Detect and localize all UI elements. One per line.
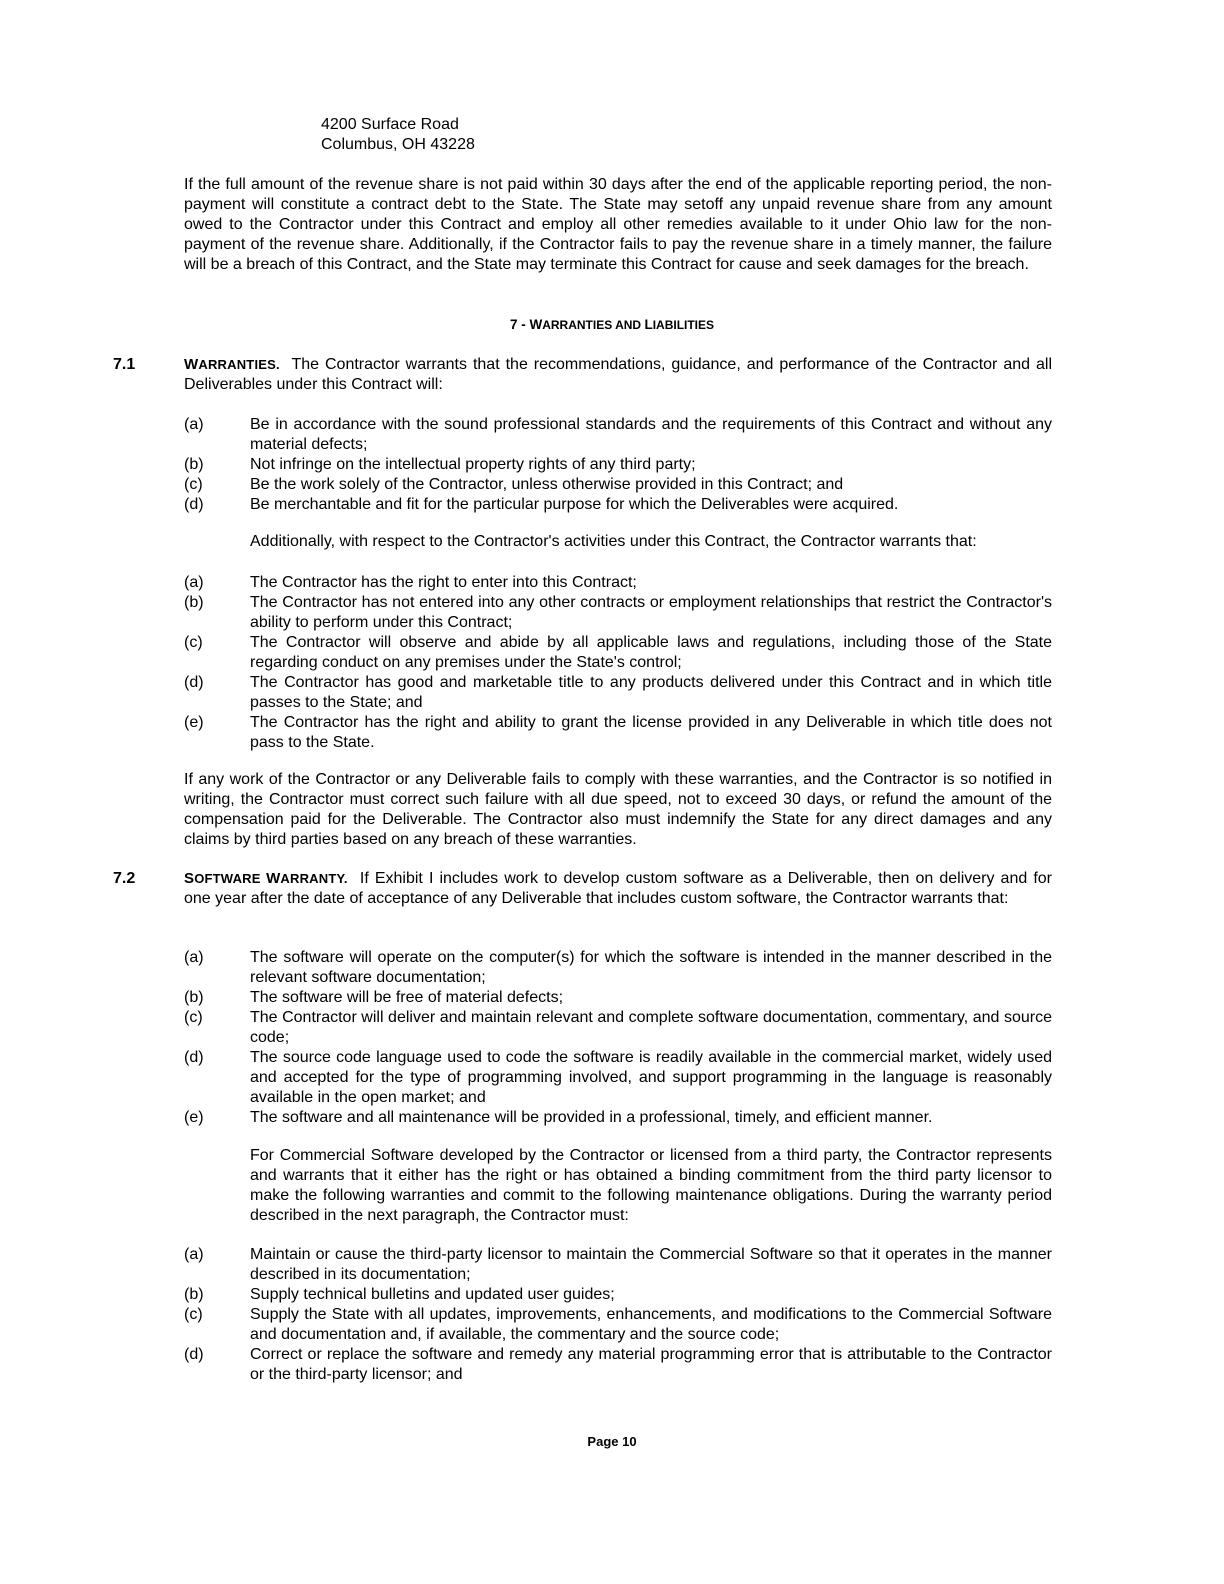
software-warranties-list — [184, 948, 1052, 1128]
list-item: (b) The Contractor has not entered into any other contracts or employment relationships that restrict the Contractor's ability to perform under this Contract; — [184, 594, 1052, 631]
list-item: (c) The Contractor will observe and abide by all applicable laws and regulations, including those of the State regarding conduct on any premises under the State's control; — [184, 634, 1052, 671]
page-number: Page 10 — [587, 1434, 637, 1449]
revenue-paragraph: If the full amount of the revenue share is not paid within 30 days after the end of the applicable reporting period, the non-payment will constitute a contract debt to the State. The State may setoff any unpaid revenue share from any amount owed to the Contractor under this Contract and employ all other remedies available to it under Ohio law for the non-payment of the revenue share. Additionally, if the Contractor fails to pay the revenue share in a timely manner, the failure will be a breach of this Contract, and the State may terminate this Contract for cause and seek damages for the breach. — [184, 176, 1052, 273]
warranties-list — [184, 415, 1052, 515]
address-line-2: Columbus, OH 43228 — [321, 136, 475, 153]
list-item: (b) The software will be free of material defects; — [184, 989, 564, 1006]
list-item: (e) The Contractor has the right and ability to grant the license provided in any Deliverable in which title does not pass to the State. — [184, 714, 1052, 751]
section-7-2-intro: SOFTWARE WARRANTY. If Exhibit I includes work to develop custom software as a Deliverable, then on delivery and for one year after the date of acceptance of any Deliverable that includes custom software, the Contractor warrants that: — [184, 870, 1052, 907]
warranty-breach-paragraph: If any work of the Contractor or any Deliverable fails to comply with these warranties, and the Contractor is so notified in writing, the Contractor must correct such failure with all due speed, not to exceed 30 days, or refund the amount of the compensation paid for the Deliverable. The Contractor also must indemnify the State for any direct damages and any claims by third parties based on any breach of these warranties. — [184, 771, 1052, 848]
address-block — [321, 115, 475, 155]
additionally-paragraph: Additionally, with respect to the Contractor's activities under this Contract, the Contractor warrants that: — [250, 533, 977, 550]
list-item: (c) Be the work solely of the Contractor, unless otherwise provided in this Contract; and — [184, 476, 844, 493]
list-item: (c) Supply the State with all updates, improvements, enhancements, and modifications to the Commercial Software and documentation and, if available, the commentary and the source code; — [184, 1306, 1052, 1343]
maintenance-obligations-list — [184, 1245, 1052, 1385]
commercial-software-paragraph: For Commercial Software developed by the Contractor or licensed from a third party, the Contractor represents and warrants that it either has the right or has obtained a binding commitment from the third party licensor to make the following warranties and commit to the following maintenance obligations. During the warranty period described in the next paragraph, the Contractor must: — [250, 1147, 1052, 1224]
section-7-1-intro: WARRANTIES. The Contractor warrants that the recommendations, guidance, and performance of the Contractor and all Deliverables under this Contract will: — [184, 356, 1052, 393]
list-item: (a) Be in accordance with the sound professional standards and the requirements of this Contract and without any material defects; — [184, 416, 1052, 453]
section-number-7-1: 7.1 — [113, 356, 136, 373]
list-item: (e) The software and all maintenance will be provided in a professional, timely, and efficient manner. — [184, 1109, 933, 1126]
section-7-1-title: WARRANTIES. — [184, 356, 280, 373]
section-heading: 7 - WARRANTIES AND LIABILITIES — [509, 317, 715, 332]
address-line-1: 4200 Surface Road — [321, 116, 459, 133]
list-item: (d) The source code language used to code the software is readily available in the commercial market, widely used and accepted for the type of programming involved, and support programming in the language is reasonably available in the open market; and — [184, 1049, 1052, 1106]
list-item: (a) The software will operate on the computer(s) for which the software is intended in the manner described in the relevant software documentation; — [184, 949, 1052, 986]
list-item: (a) The Contractor has the right to enter into this Contract; — [184, 574, 637, 591]
section-number-7-2: 7.2 — [113, 870, 136, 887]
list-item: (d) Correct or replace the software and remedy any material programming error that is attributable to the Contractor or the third-party licensor; and — [184, 1346, 1052, 1383]
list-item: (a) Maintain or cause the third-party licensor to maintain the Commercial Software so that it operates in the manner described in its documentation; — [184, 1246, 1052, 1283]
list-item: (c) The Contractor will deliver and maintain relevant and complete software documentation, commentary, and source code; — [184, 1009, 1052, 1046]
contractor-warranties-list — [184, 573, 1052, 753]
list-item: (d) The Contractor has good and marketable title to any products delivered under this Contract and in which title passes to the State; and — [184, 674, 1052, 711]
list-item: (b) Supply technical bulletins and updated user guides; — [184, 1286, 615, 1303]
list-item: (b) Not infringe on the intellectual property rights of any third party; — [184, 456, 696, 473]
list-item: (d) Be merchantable and fit for the particular purpose for which the Deliverables were acquired. — [184, 496, 899, 513]
section-7-2-title: SOFTWARE WARRANTY. — [184, 870, 348, 887]
